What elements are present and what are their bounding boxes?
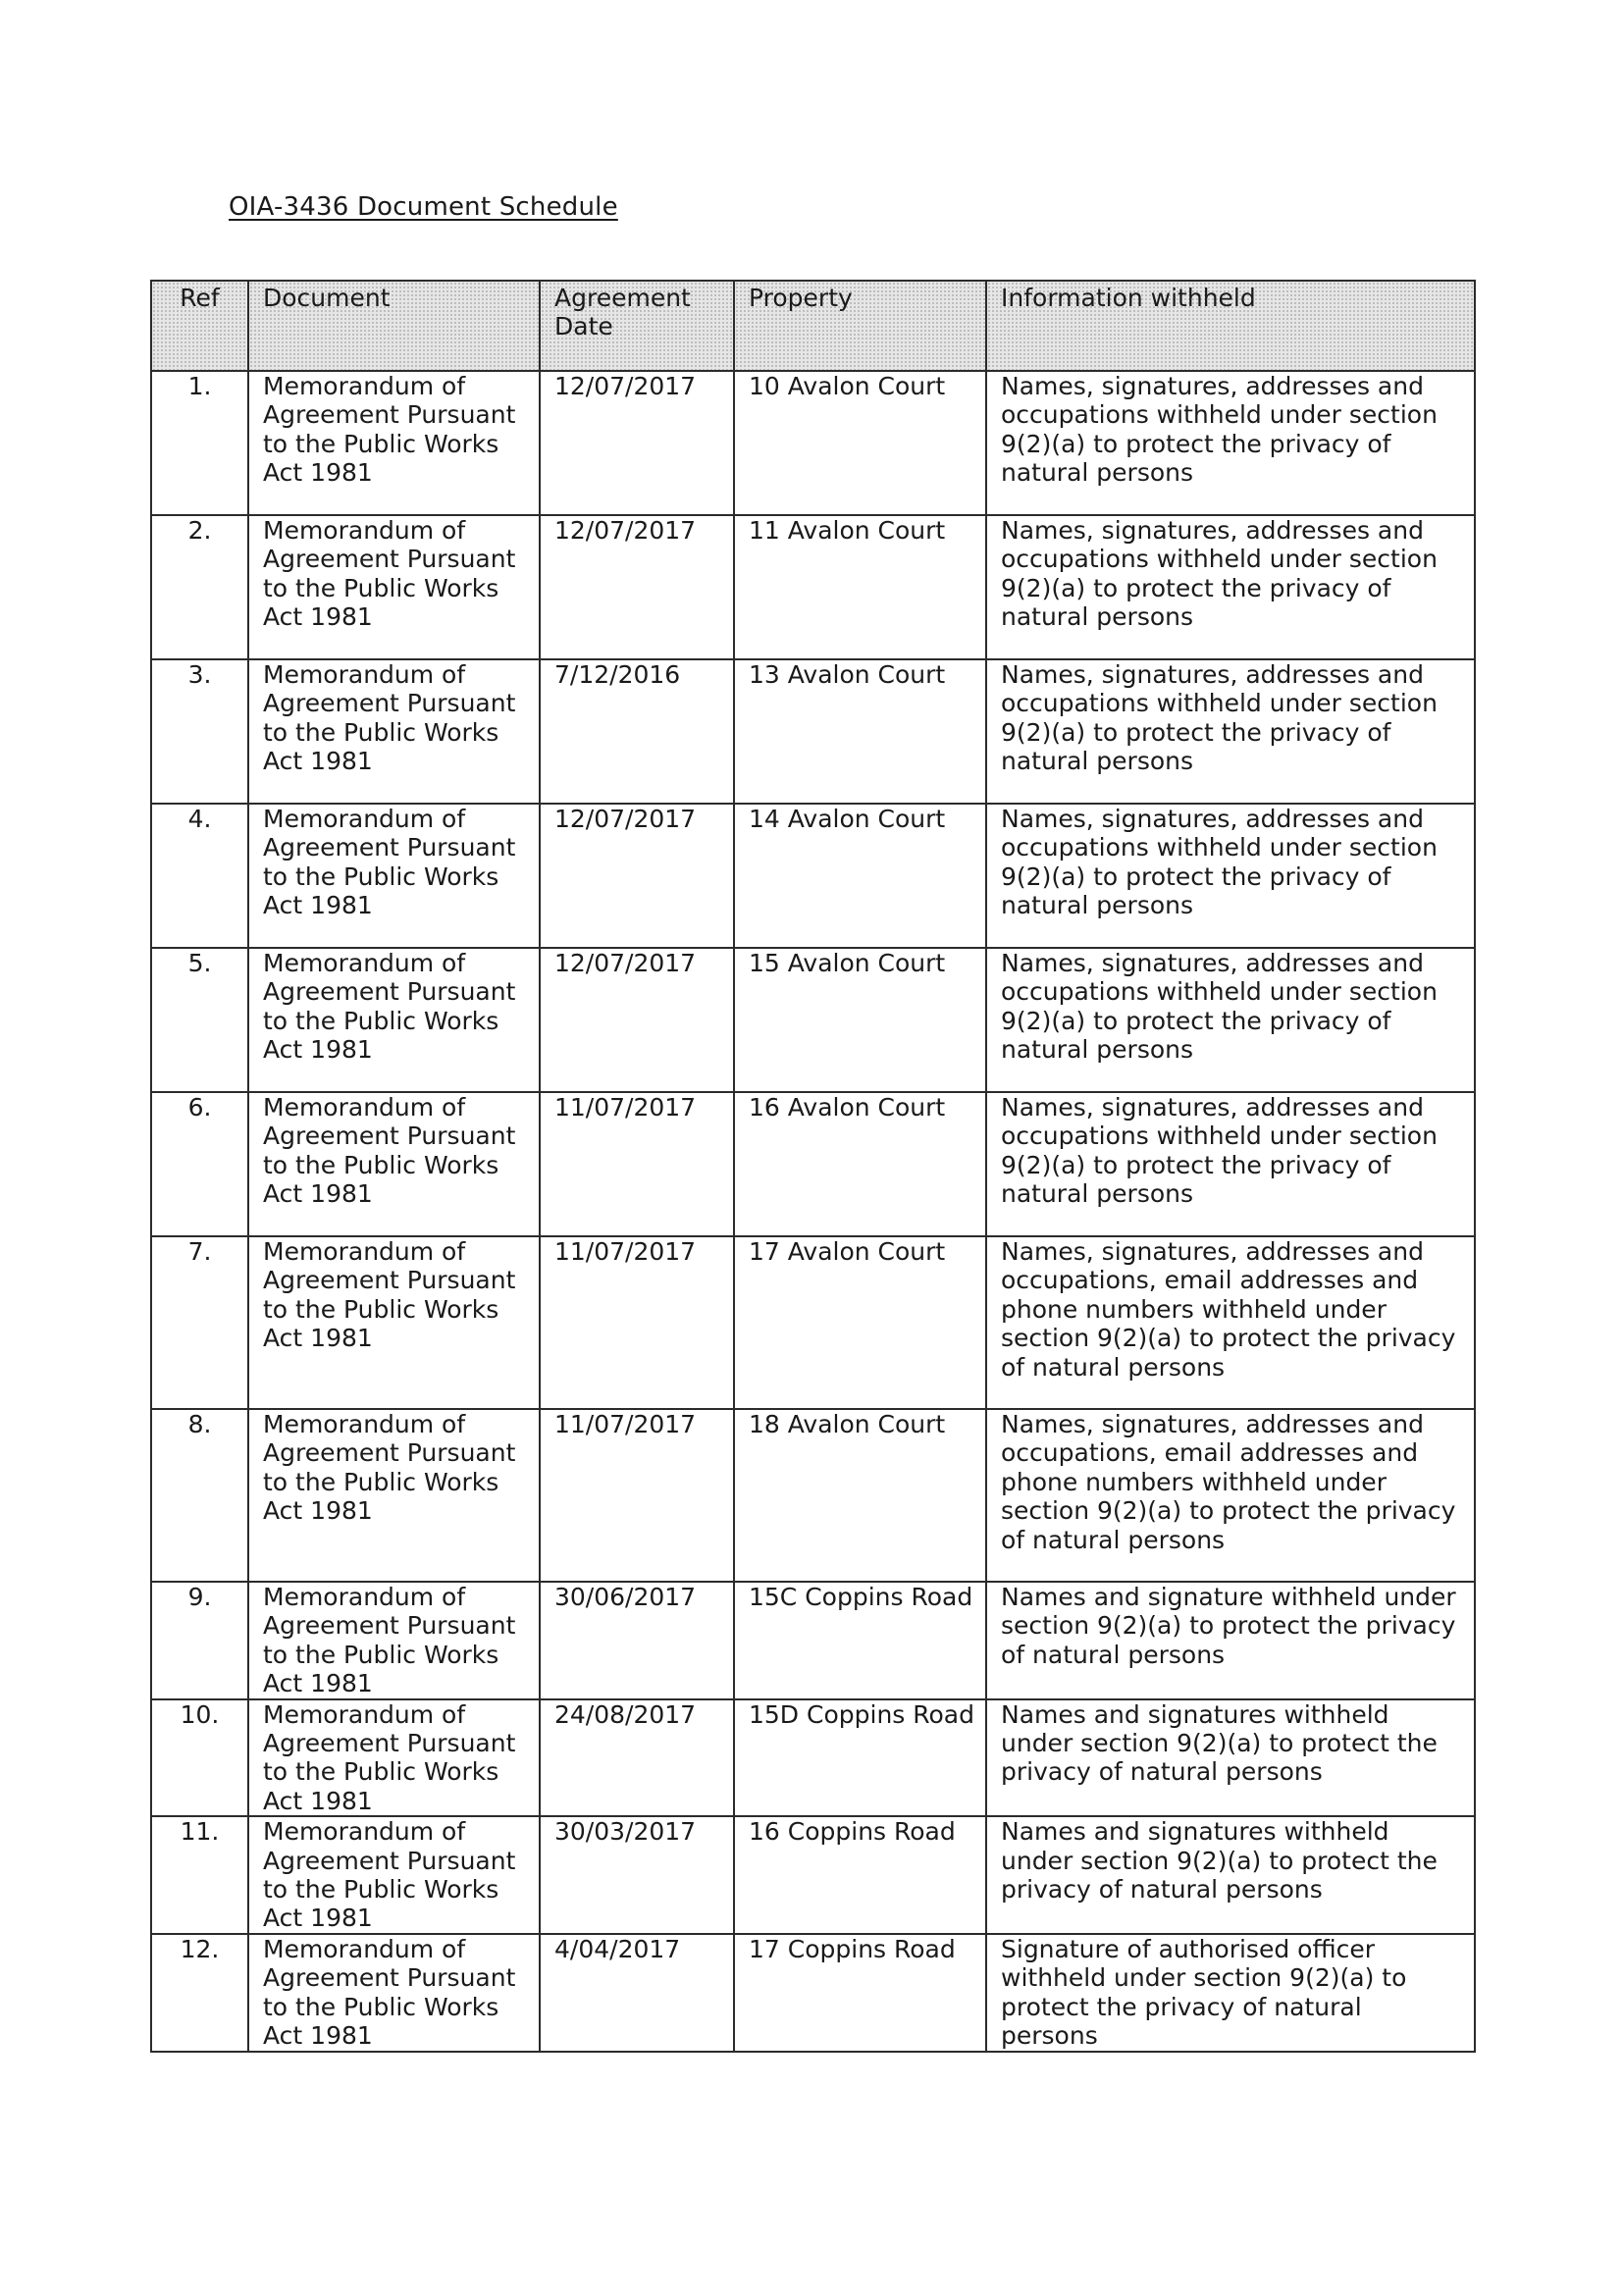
row-agreement-date: 4/04/2017 (540, 1934, 734, 2052)
row-agreement-date: 12/07/2017 (540, 515, 734, 659)
row-ref: 9. (151, 1582, 248, 1699)
document-schedule-table (150, 280, 1476, 2053)
row-document: Memorandum of Agreement Pursuant to the Public Works Act 1981 (248, 948, 540, 1092)
row-information-withheld: Names, signatures, addresses and occupations withheld under section 9(2)(a) to protect the privacy of natural persons (986, 804, 1475, 948)
table-row (151, 371, 1475, 515)
row-property: 13 Avalon Court (734, 659, 986, 804)
header-agreement-date: Agreement Date (540, 281, 734, 371)
row-agreement-date: 12/07/2017 (540, 804, 734, 948)
row-property: 17 Coppins Road (734, 1934, 986, 2052)
row-property: 15C Coppins Road (734, 1582, 986, 1699)
row-document: Memorandum of Agreement Pursuant to the Public Works Act 1981 (248, 1409, 540, 1582)
table-row (151, 948, 1475, 1092)
row-property: 18 Avalon Court (734, 1409, 986, 1582)
row-information-withheld: Names, signatures, addresses and occupations withheld under section 9(2)(a) to protect the privacy of natural persons (986, 659, 1475, 804)
table-row (151, 1092, 1475, 1236)
row-agreement-date: 11/07/2017 (540, 1092, 734, 1236)
row-document: Memorandum of Agreement Pursuant to the Public Works Act 1981 (248, 1092, 540, 1236)
row-information-withheld: Names, signatures, addresses and occupations, email addresses and phone numbers withheld under section 9(2)(a) to protect the privacy of natural persons (986, 1236, 1475, 1409)
row-ref: 10. (151, 1699, 248, 1817)
table-row (151, 1816, 1475, 1934)
row-agreement-date: 24/08/2017 (540, 1699, 734, 1817)
row-property: 10 Avalon Court (734, 371, 986, 515)
row-information-withheld: Names, signatures, addresses and occupations, email addresses and phone numbers withheld under section 9(2)(a) to protect the privacy of natural persons (986, 1409, 1475, 1582)
row-ref: 1. (151, 371, 248, 515)
row-document: Memorandum of Agreement Pursuant to the Public Works Act 1981 (248, 371, 540, 515)
table-row (151, 1699, 1475, 1817)
row-information-withheld: Names, signatures, addresses and occupations withheld under section 9(2)(a) to protect the privacy of natural persons (986, 1092, 1475, 1236)
row-document: Memorandum of Agreement Pursuant to the Public Works Act 1981 (248, 1699, 540, 1817)
table-row (151, 1934, 1475, 2052)
row-property: 16 Coppins Road (734, 1816, 986, 1934)
row-ref: 7. (151, 1236, 248, 1409)
row-document: Memorandum of Agreement Pursuant to the Public Works Act 1981 (248, 1934, 540, 2052)
header-property: Property (734, 281, 986, 371)
row-property: 16 Avalon Court (734, 1092, 986, 1236)
row-document: Memorandum of Agreement Pursuant to the Public Works Act 1981 (248, 659, 540, 804)
row-information-withheld: Names and signatures withheld under section 9(2)(a) to protect the privacy of natural persons (986, 1699, 1475, 1817)
document-title: OIA-3436 Document Schedule (229, 192, 618, 222)
row-property: 15 Avalon Court (734, 948, 986, 1092)
row-information-withheld: Names and signatures withheld under section 9(2)(a) to protect the privacy of natural persons (986, 1816, 1475, 1934)
row-agreement-date: 7/12/2016 (540, 659, 734, 804)
row-ref: 6. (151, 1092, 248, 1236)
row-agreement-date: 11/07/2017 (540, 1236, 734, 1409)
row-document: Memorandum of Agreement Pursuant to the Public Works Act 1981 (248, 804, 540, 948)
row-information-withheld: Names and signature withheld under section 9(2)(a) to protect the privacy of natural persons (986, 1582, 1475, 1699)
row-agreement-date: 12/07/2017 (540, 948, 734, 1092)
row-ref: 8. (151, 1409, 248, 1582)
header-ref: Ref (151, 281, 248, 371)
row-agreement-date: 12/07/2017 (540, 371, 734, 515)
row-information-withheld: Names, signatures, addresses and occupations withheld under section 9(2)(a) to protect the privacy of natural persons (986, 948, 1475, 1092)
row-property: 11 Avalon Court (734, 515, 986, 659)
row-agreement-date: 30/06/2017 (540, 1582, 734, 1699)
table-row (151, 1409, 1475, 1582)
row-agreement-date: 11/07/2017 (540, 1409, 734, 1582)
header-information-withheld: Information withheld (986, 281, 1475, 371)
table-row (151, 659, 1475, 804)
row-document: Memorandum of Agreement Pursuant to the Public Works Act 1981 (248, 1816, 540, 1934)
table-header-row (151, 281, 1475, 371)
row-property: 15D Coppins Road (734, 1699, 986, 1817)
header-document: Document (248, 281, 540, 371)
table-row (151, 1236, 1475, 1409)
row-information-withheld: Signature of authorised officer withheld under section 9(2)(a) to protect the privacy of natural persons (986, 1934, 1475, 2052)
row-information-withheld: Names, signatures, addresses and occupations withheld under section 9(2)(a) to protect the privacy of natural persons (986, 371, 1475, 515)
row-ref: 5. (151, 948, 248, 1092)
table-row (151, 1582, 1475, 1699)
row-property: 17 Avalon Court (734, 1236, 986, 1409)
row-ref: 12. (151, 1934, 248, 2052)
row-ref: 11. (151, 1816, 248, 1934)
row-document: Memorandum of Agreement Pursuant to the Public Works Act 1981 (248, 1582, 540, 1699)
row-ref: 2. (151, 515, 248, 659)
row-ref: 3. (151, 659, 248, 804)
row-property: 14 Avalon Court (734, 804, 986, 948)
row-information-withheld: Names, signatures, addresses and occupations withheld under section 9(2)(a) to protect the privacy of natural persons (986, 515, 1475, 659)
table-row (151, 515, 1475, 659)
row-agreement-date: 30/03/2017 (540, 1816, 734, 1934)
row-document: Memorandum of Agreement Pursuant to the Public Works Act 1981 (248, 1236, 540, 1409)
row-ref: 4. (151, 804, 248, 948)
row-document: Memorandum of Agreement Pursuant to the Public Works Act 1981 (248, 515, 540, 659)
table-row (151, 804, 1475, 948)
